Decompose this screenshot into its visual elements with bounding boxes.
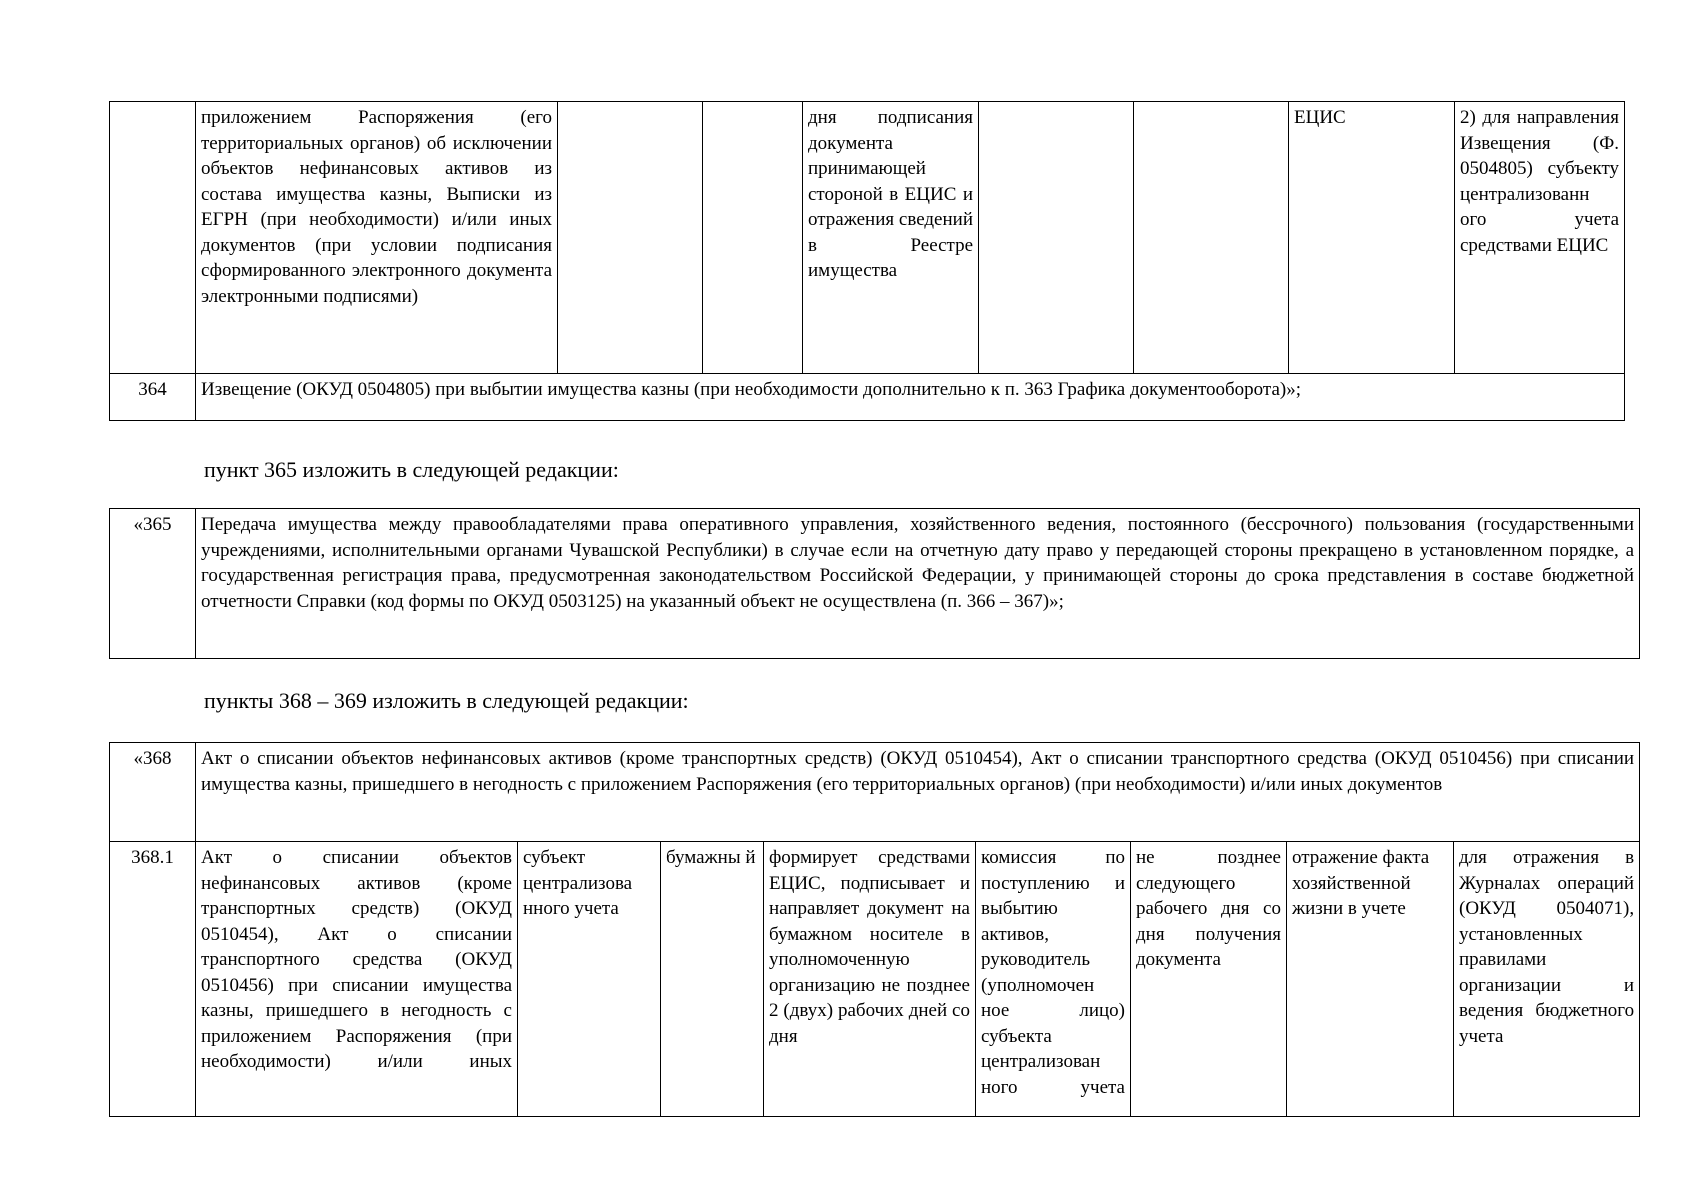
- row-number: «365: [110, 509, 196, 659]
- amendment-intro: пункт 365 изложить в следующей редакции:: [204, 457, 619, 482]
- cell-recipient: комиссия по поступлению и выбытию активов, руководитель (уполномочен ное лицо) субъекта централизован ного учета: [976, 842, 1131, 1117]
- row-number: «368: [110, 743, 196, 842]
- cell-form: бумажны й: [661, 842, 764, 1117]
- table-row: [110, 842, 1640, 1117]
- row-text: Извещение (ОКУД 0504805) при выбытии имущества казны (при необходимости дополнительно к п. 363 Графика документооборота)»;: [196, 374, 1625, 421]
- cell-num: [110, 102, 196, 374]
- table-row: [110, 102, 1625, 374]
- cell-deadline: [1134, 102, 1289, 374]
- cell-purpose: 2) для направления Извещения (Ф. 0504805) субъекту централизованн ого учета средствами ЕЦИС: [1455, 102, 1625, 374]
- cell-document: приложением Распоряжения (его территориальных органов) об исключении объектов нефинансовых активов из состава имущества казны, Выписки из ЕГРН (при необходимости) и/или иных документов (при условии подписания сформированного электронного документа электронными подписями): [196, 102, 558, 374]
- cell-document: Акт о списании объектов нефинансовых активов (кроме транспортных средств) (ОКУД 0510454), Акт о списании транспортного средства (ОКУД 0510456) при списании имущества казны, пришедшего в негодность с приложением Распоряжения (при необходимости) и/или иных: [196, 842, 518, 1117]
- table-row: [110, 509, 1640, 659]
- cell-responsible: [558, 102, 703, 374]
- amendment-intro: пункты 368 – 369 изложить в следующей редакции:: [204, 688, 689, 713]
- table-row: [110, 374, 1625, 421]
- cell-purpose: для отражения в Журналах операций (ОКУД 0504071), установленных правилами организации и ведения бюджетного учета: [1454, 842, 1640, 1117]
- table-365: [109, 508, 1640, 659]
- cell-action: формирует средствами ЕЦИС, подписывает и направляет документ на бумажном носителе в уполномоченную организацию не позднее 2 (двух) рабочих дней со дня: [764, 842, 976, 1117]
- row-number: 364: [110, 374, 196, 421]
- table-368: [109, 742, 1640, 1117]
- cell-operation: отражение факта хозяйственной жизни в учете: [1287, 842, 1454, 1117]
- cell-operation: ЕЦИС: [1289, 102, 1455, 374]
- cell-responsible: субъект централизова нного учета: [518, 842, 661, 1117]
- table-continuation: [109, 101, 1625, 421]
- cell-recipient: [979, 102, 1134, 374]
- row-text: Акт о списании объектов нефинансовых активов (кроме транспортных средств) (ОКУД 0510454), Акт о списании транспортного средства (ОКУД 0510456) при списании имущества казны, пришедшего в негодность с приложением Распоряжения (его территориальных органов) (при необходимости) и/или иных документов: [196, 743, 1640, 842]
- row-number: 368.1: [110, 842, 196, 1117]
- table-row: [110, 743, 1640, 842]
- row-text: Передача имущества между правообладателями права оперативного управления, хозяйственного ведения, постоянного (бессрочного) пользования (государственными учреждениями, исполнительными органами Чувашской Республики) в случае если на отчетную дату право у передающей стороны прекращено в установленном порядке, а государственная регистрация права, предусмотренная законодательством Российской Федерации, у принимающей стороны до срока представления в составе бюджетной отчетности Справки (код формы по ОКУД 0503125) на указанный объект не осуществлена (п. 366 – 367)»;: [196, 509, 1640, 659]
- cell-action: дня подписания документа принимающей стороной в ЕЦИС и отражения сведений в Реестре имущества: [803, 102, 979, 374]
- cell-deadline: не позднее следующего рабочего дня со дня получения документа: [1131, 842, 1287, 1117]
- cell-form: [703, 102, 803, 374]
